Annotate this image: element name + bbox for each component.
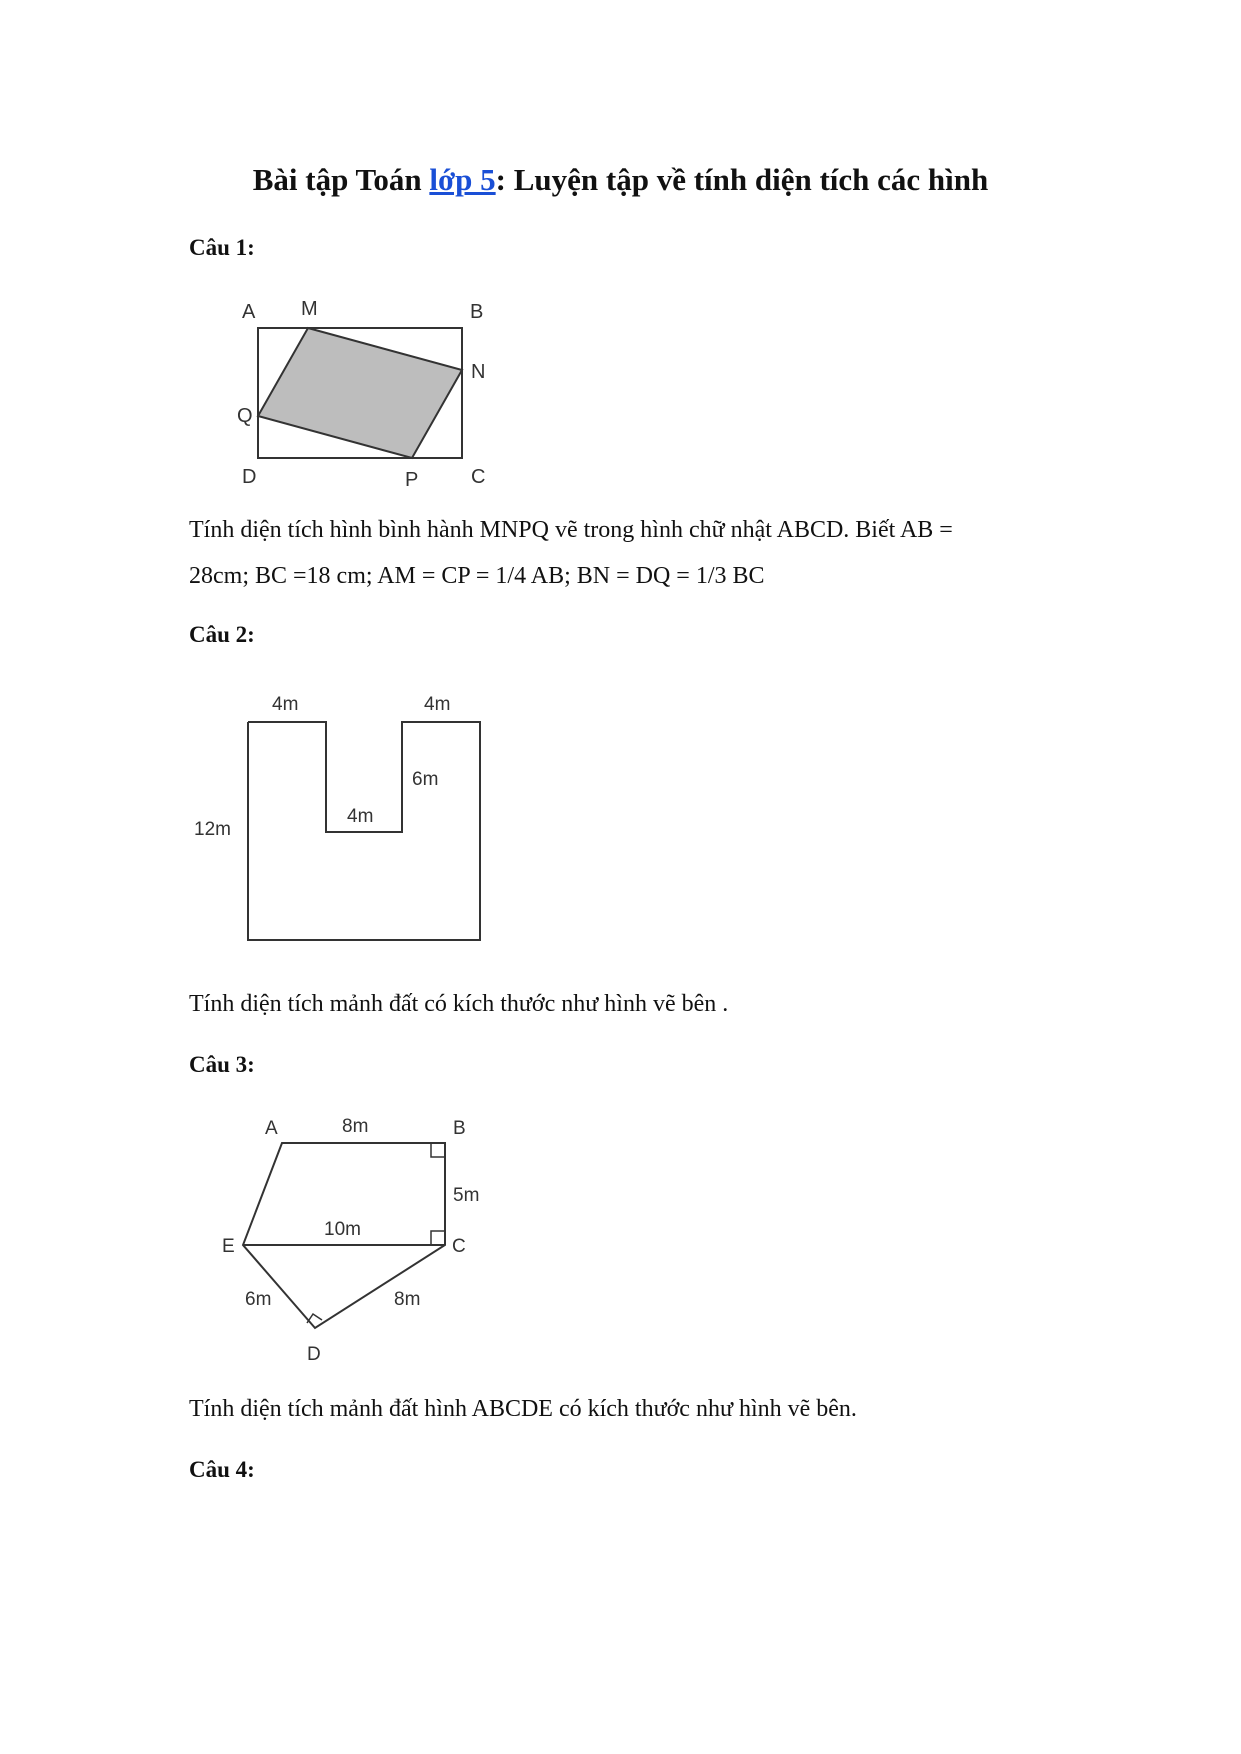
question-2-text: Tính diện tích mảnh đất có kích thước như hình vẽ bên . xyxy=(189,991,729,1017)
question-1-text-line1: Tính diện tích hình bình hành MNPQ vẽ trong hình chữ nhật ABCD. Biết AB = xyxy=(189,517,953,543)
question-1-figure xyxy=(200,288,510,498)
label-left-12m: 12m xyxy=(194,819,231,840)
u-shape-plot xyxy=(248,722,480,940)
label-q: Q xyxy=(237,405,253,427)
question-4-heading: Câu 4: xyxy=(189,1457,255,1482)
parallelogram-mnpq xyxy=(258,328,462,458)
label-a: A xyxy=(265,1118,278,1139)
label-ed-6m: 6m xyxy=(245,1289,272,1310)
question-1-text-line2: 28cm; BC =18 cm; AM = CP = 1/4 AB; BN = DQ = 1/3 BC xyxy=(189,563,765,589)
label-c: C xyxy=(452,1236,466,1257)
right-angle-b-icon xyxy=(431,1143,445,1157)
question-3-figure xyxy=(210,1110,500,1370)
label-top-left-4m: 4m xyxy=(272,694,299,715)
label-b: B xyxy=(470,301,484,323)
label-notch-bottom-4m: 4m xyxy=(347,806,374,827)
label-b: B xyxy=(453,1118,466,1139)
label-top-right-4m: 4m xyxy=(424,694,451,715)
label-d: D xyxy=(242,466,257,488)
label-dc-8m: 8m xyxy=(394,1289,421,1310)
grade-link[interactable]: lớp 5 xyxy=(429,162,496,197)
label-ab-8m: 8m xyxy=(342,1116,369,1137)
question-1-heading: Câu 1: xyxy=(189,235,255,260)
title-suffix: : Luyện tập về tính diện tích các hình xyxy=(495,162,989,197)
right-angle-c-icon xyxy=(431,1231,445,1245)
page-title xyxy=(0,160,1241,200)
question-3-heading: Câu 3: xyxy=(189,1052,255,1077)
label-ec-10m: 10m xyxy=(324,1219,361,1240)
question-3-text: Tính diện tích mảnh đất hình ABCDE có kích thước như hình vẽ bên. xyxy=(189,1396,857,1422)
label-e: E xyxy=(222,1236,235,1257)
label-m: M xyxy=(301,298,318,320)
label-n: N xyxy=(471,361,486,383)
title-prefix: Bài tập Toán xyxy=(252,162,430,197)
question-2-heading: Câu 2: xyxy=(189,622,255,647)
label-c: C xyxy=(471,466,486,488)
label-d: D xyxy=(307,1344,321,1365)
label-p: P xyxy=(405,469,419,491)
question-2-figure xyxy=(190,680,500,950)
question-1-text xyxy=(189,507,1089,599)
label-notch-side-6m: 6m xyxy=(412,769,439,790)
label-bc-5m: 5m xyxy=(453,1185,480,1206)
label-a: A xyxy=(242,301,256,323)
